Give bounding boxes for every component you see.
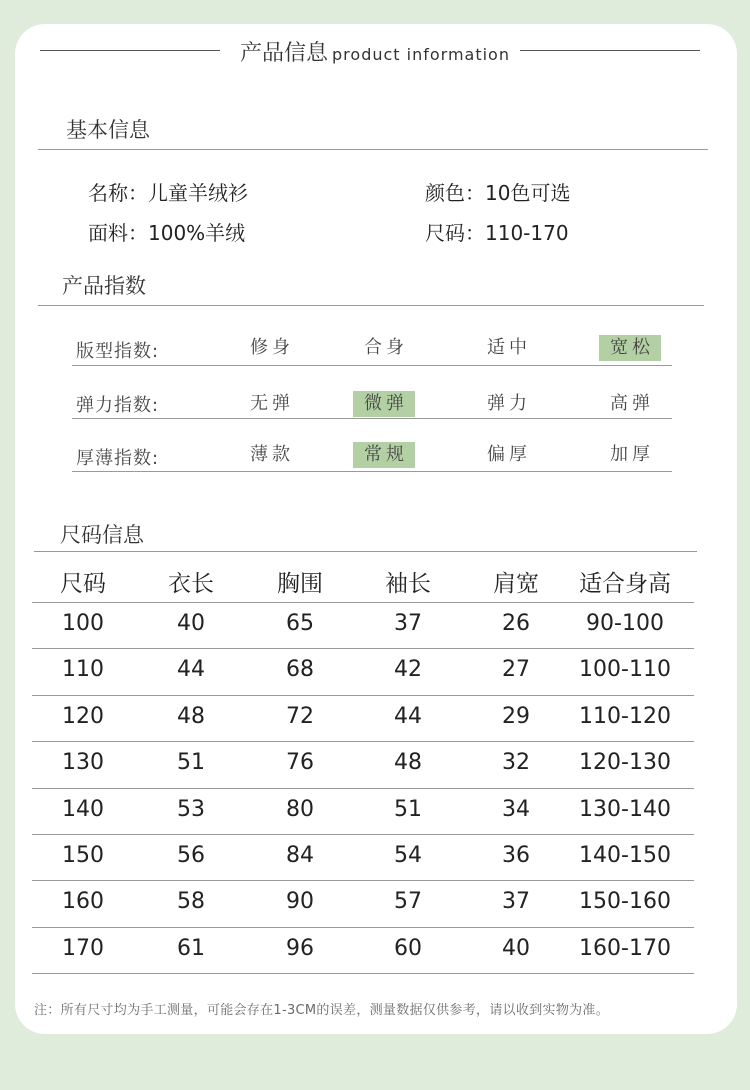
elasticity-option-high: 高弹 (610, 393, 654, 414)
product-index-rule (38, 305, 704, 306)
cell-shoulder: 36 (502, 843, 530, 868)
cell-chest: 80 (286, 796, 314, 822)
table-row-divider (32, 695, 694, 696)
cell-height: 140-150 (579, 843, 671, 868)
fit-option-loose: 宽松 (599, 335, 661, 361)
cell-size: 160 (62, 889, 104, 915)
cell-size: 150 (62, 843, 104, 868)
cell-size: 120 (62, 703, 104, 729)
cell-chest: 76 (286, 750, 314, 776)
cell-shoulder: 26 (502, 611, 530, 636)
cell-size: 130 (62, 750, 104, 776)
thickness-index-rule (72, 471, 672, 472)
fabric-label: 面料： (88, 221, 148, 245)
col-header-length: 衣长 (168, 571, 214, 597)
fit-option-regular: 合身 (364, 337, 408, 358)
table-row-divider (32, 927, 694, 928)
fit-index-rule (72, 365, 672, 366)
cell-sleeve: 57 (394, 889, 422, 915)
cell-length: 61 (177, 935, 205, 961)
cell-length: 56 (177, 843, 205, 868)
cell-sleeve: 48 (394, 750, 422, 776)
cell-shoulder: 27 (502, 657, 530, 683)
cell-chest: 72 (286, 703, 314, 729)
size-label: 尺码： (425, 221, 485, 245)
thickness-option-thin: 薄款 (250, 444, 294, 465)
cell-chest: 65 (286, 611, 314, 636)
cell-shoulder: 40 (502, 935, 530, 961)
col-header-height: 适合身高 (579, 571, 671, 597)
table-row-divider (32, 741, 694, 742)
table-bottom-rule (32, 973, 694, 974)
cell-height: 110-120 (579, 703, 671, 729)
cell-chest: 90 (286, 889, 314, 915)
size-info-title: 尺码信息 (60, 523, 144, 547)
table-row-divider (32, 788, 694, 789)
cell-chest: 84 (286, 843, 314, 868)
color-value: 10色可选 (485, 181, 571, 205)
col-header-size: 尺码 (60, 571, 106, 597)
col-header-chest: 胸围 (277, 571, 323, 597)
cell-sleeve: 42 (394, 657, 422, 683)
fit-option-slim: 修身 (250, 337, 294, 358)
name-value: 儿童羊绒衫 (148, 181, 248, 205)
product-index-title: 产品指数 (62, 274, 146, 298)
elasticity-option-none: 无弹 (250, 393, 294, 414)
cell-height: 130-140 (579, 796, 671, 822)
thickness-option-extra-thick: 加厚 (610, 444, 654, 465)
cell-height: 100-110 (579, 657, 671, 683)
page-title (0, 36, 750, 67)
table-row-divider (32, 880, 694, 881)
cell-size: 100 (62, 611, 104, 636)
cell-size: 110 (62, 657, 104, 683)
cell-length: 40 (177, 611, 205, 636)
fabric-value: 100%羊绒 (148, 221, 246, 245)
cell-height: 160-170 (579, 935, 671, 961)
cell-height: 150-160 (579, 889, 671, 915)
cell-length: 58 (177, 889, 205, 915)
elasticity-index-rule (72, 418, 672, 419)
col-header-shoulder: 肩宽 (493, 571, 539, 597)
basic-info-rule (38, 149, 708, 150)
cell-shoulder: 32 (502, 750, 530, 776)
elasticity-option-stretch: 弹力 (487, 393, 531, 414)
cell-chest: 68 (286, 657, 314, 683)
name-field (88, 177, 248, 206)
cell-sleeve: 51 (394, 796, 422, 822)
color-field (425, 177, 570, 206)
measurement-note: 注：所有尺寸均为手工测量，可能会存在1-3CM的误差，测量数据仅供参考，请以收到实物为准。 (34, 1003, 610, 1018)
cell-sleeve: 54 (394, 843, 422, 868)
cell-sleeve: 37 (394, 611, 422, 636)
cell-sleeve: 60 (394, 935, 422, 961)
table-row-divider (32, 602, 694, 603)
basic-info-title: 基本信息 (66, 118, 150, 142)
fit-option-moderate: 适中 (487, 337, 531, 358)
cell-shoulder: 29 (502, 703, 530, 729)
cell-length: 44 (177, 657, 205, 683)
fit-index-label: 版型指数: (76, 341, 160, 362)
cell-sleeve: 44 (394, 703, 422, 729)
size-field (425, 217, 569, 246)
cell-size: 170 (62, 935, 104, 961)
table-row-divider (32, 834, 694, 835)
cell-size: 140 (62, 796, 104, 822)
thickness-index-label: 厚薄指数: (76, 448, 160, 469)
size-value: 110-170 (485, 221, 569, 245)
cell-height: 90-100 (586, 611, 664, 636)
cell-chest: 96 (286, 935, 314, 961)
elasticity-index-label: 弹力指数: (76, 395, 160, 416)
cell-length: 51 (177, 750, 205, 776)
cell-length: 48 (177, 703, 205, 729)
color-label: 颜色： (425, 181, 485, 205)
title-en: product information (332, 45, 510, 64)
name-label: 名称： (88, 181, 148, 205)
table-row-divider (32, 648, 694, 649)
thickness-option-regular: 常规 (353, 442, 415, 468)
fabric-field (88, 217, 245, 246)
thickness-option-thick: 偏厚 (487, 444, 531, 465)
cell-height: 120-130 (579, 750, 671, 776)
cell-shoulder: 34 (502, 796, 530, 822)
col-header-sleeve: 袖长 (385, 571, 431, 597)
elasticity-option-slight: 微弹 (353, 391, 415, 417)
size-info-rule (34, 551, 697, 552)
cell-length: 53 (177, 796, 205, 822)
cell-shoulder: 37 (502, 889, 530, 915)
title-cn: 产品信息 (240, 41, 329, 66)
